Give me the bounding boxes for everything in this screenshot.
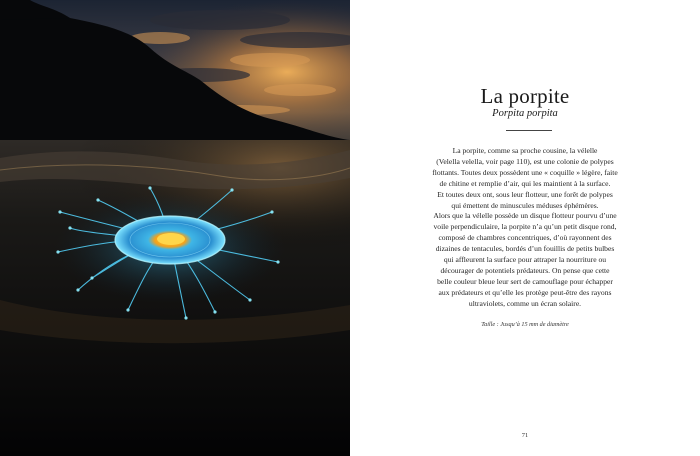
body-line: (Velella velella, voir page 110), est une colonie de polypes [436,156,614,166]
size-caption: Taille : Jusqu’à 15 mm de diamètre [481,321,569,328]
body-line: de chitine et remplie d’air, qui les maintient à la surface. [439,178,611,188]
body-line: dizaines de tentacules, bordés d’un fouillis de petits bulbes [435,244,615,254]
page-number: 71 [521,432,529,439]
text-page [350,0,700,456]
body-line: voile perpendiculaire, la porpite n’a qu’un petit disque rond, [433,222,617,232]
page-title: La porpite [480,84,570,108]
body-line: composé de chambres concentriques, d’où rayonnent des [438,233,612,243]
body-line: Alors que la vélelle possède un disque flotteur pourvu d’une [433,211,617,221]
body-line: La porpite, comme sa proche cousine, la vélelle [452,146,598,155]
body-line: belle couleur bleue leur sert de camouflage pour échapper [437,276,613,286]
title-divider [506,130,552,131]
body-line: décourager de potentiels prédateurs. On pense que cette [440,265,610,275]
body-paragraph [414,146,636,310]
scientific-name: Porpita porpita [492,108,558,119]
body-line: qui affleurent la surface pour attraper la nourriture ou [443,255,607,265]
body-line: flottants. Toutes deux possèdent une « coquille » légère, faite [432,167,618,177]
body-line: qui émettent de minuscules méduses éphémères. [451,200,599,210]
body-line: aux prédateurs et qu’elle les protège peut-être des rayons [438,287,612,297]
body-line: Et toutes deux ont, sous leur flotteur, une forêt de polypes [437,189,613,199]
body-line: ultraviolets, comme un écran solaire. [468,298,582,308]
